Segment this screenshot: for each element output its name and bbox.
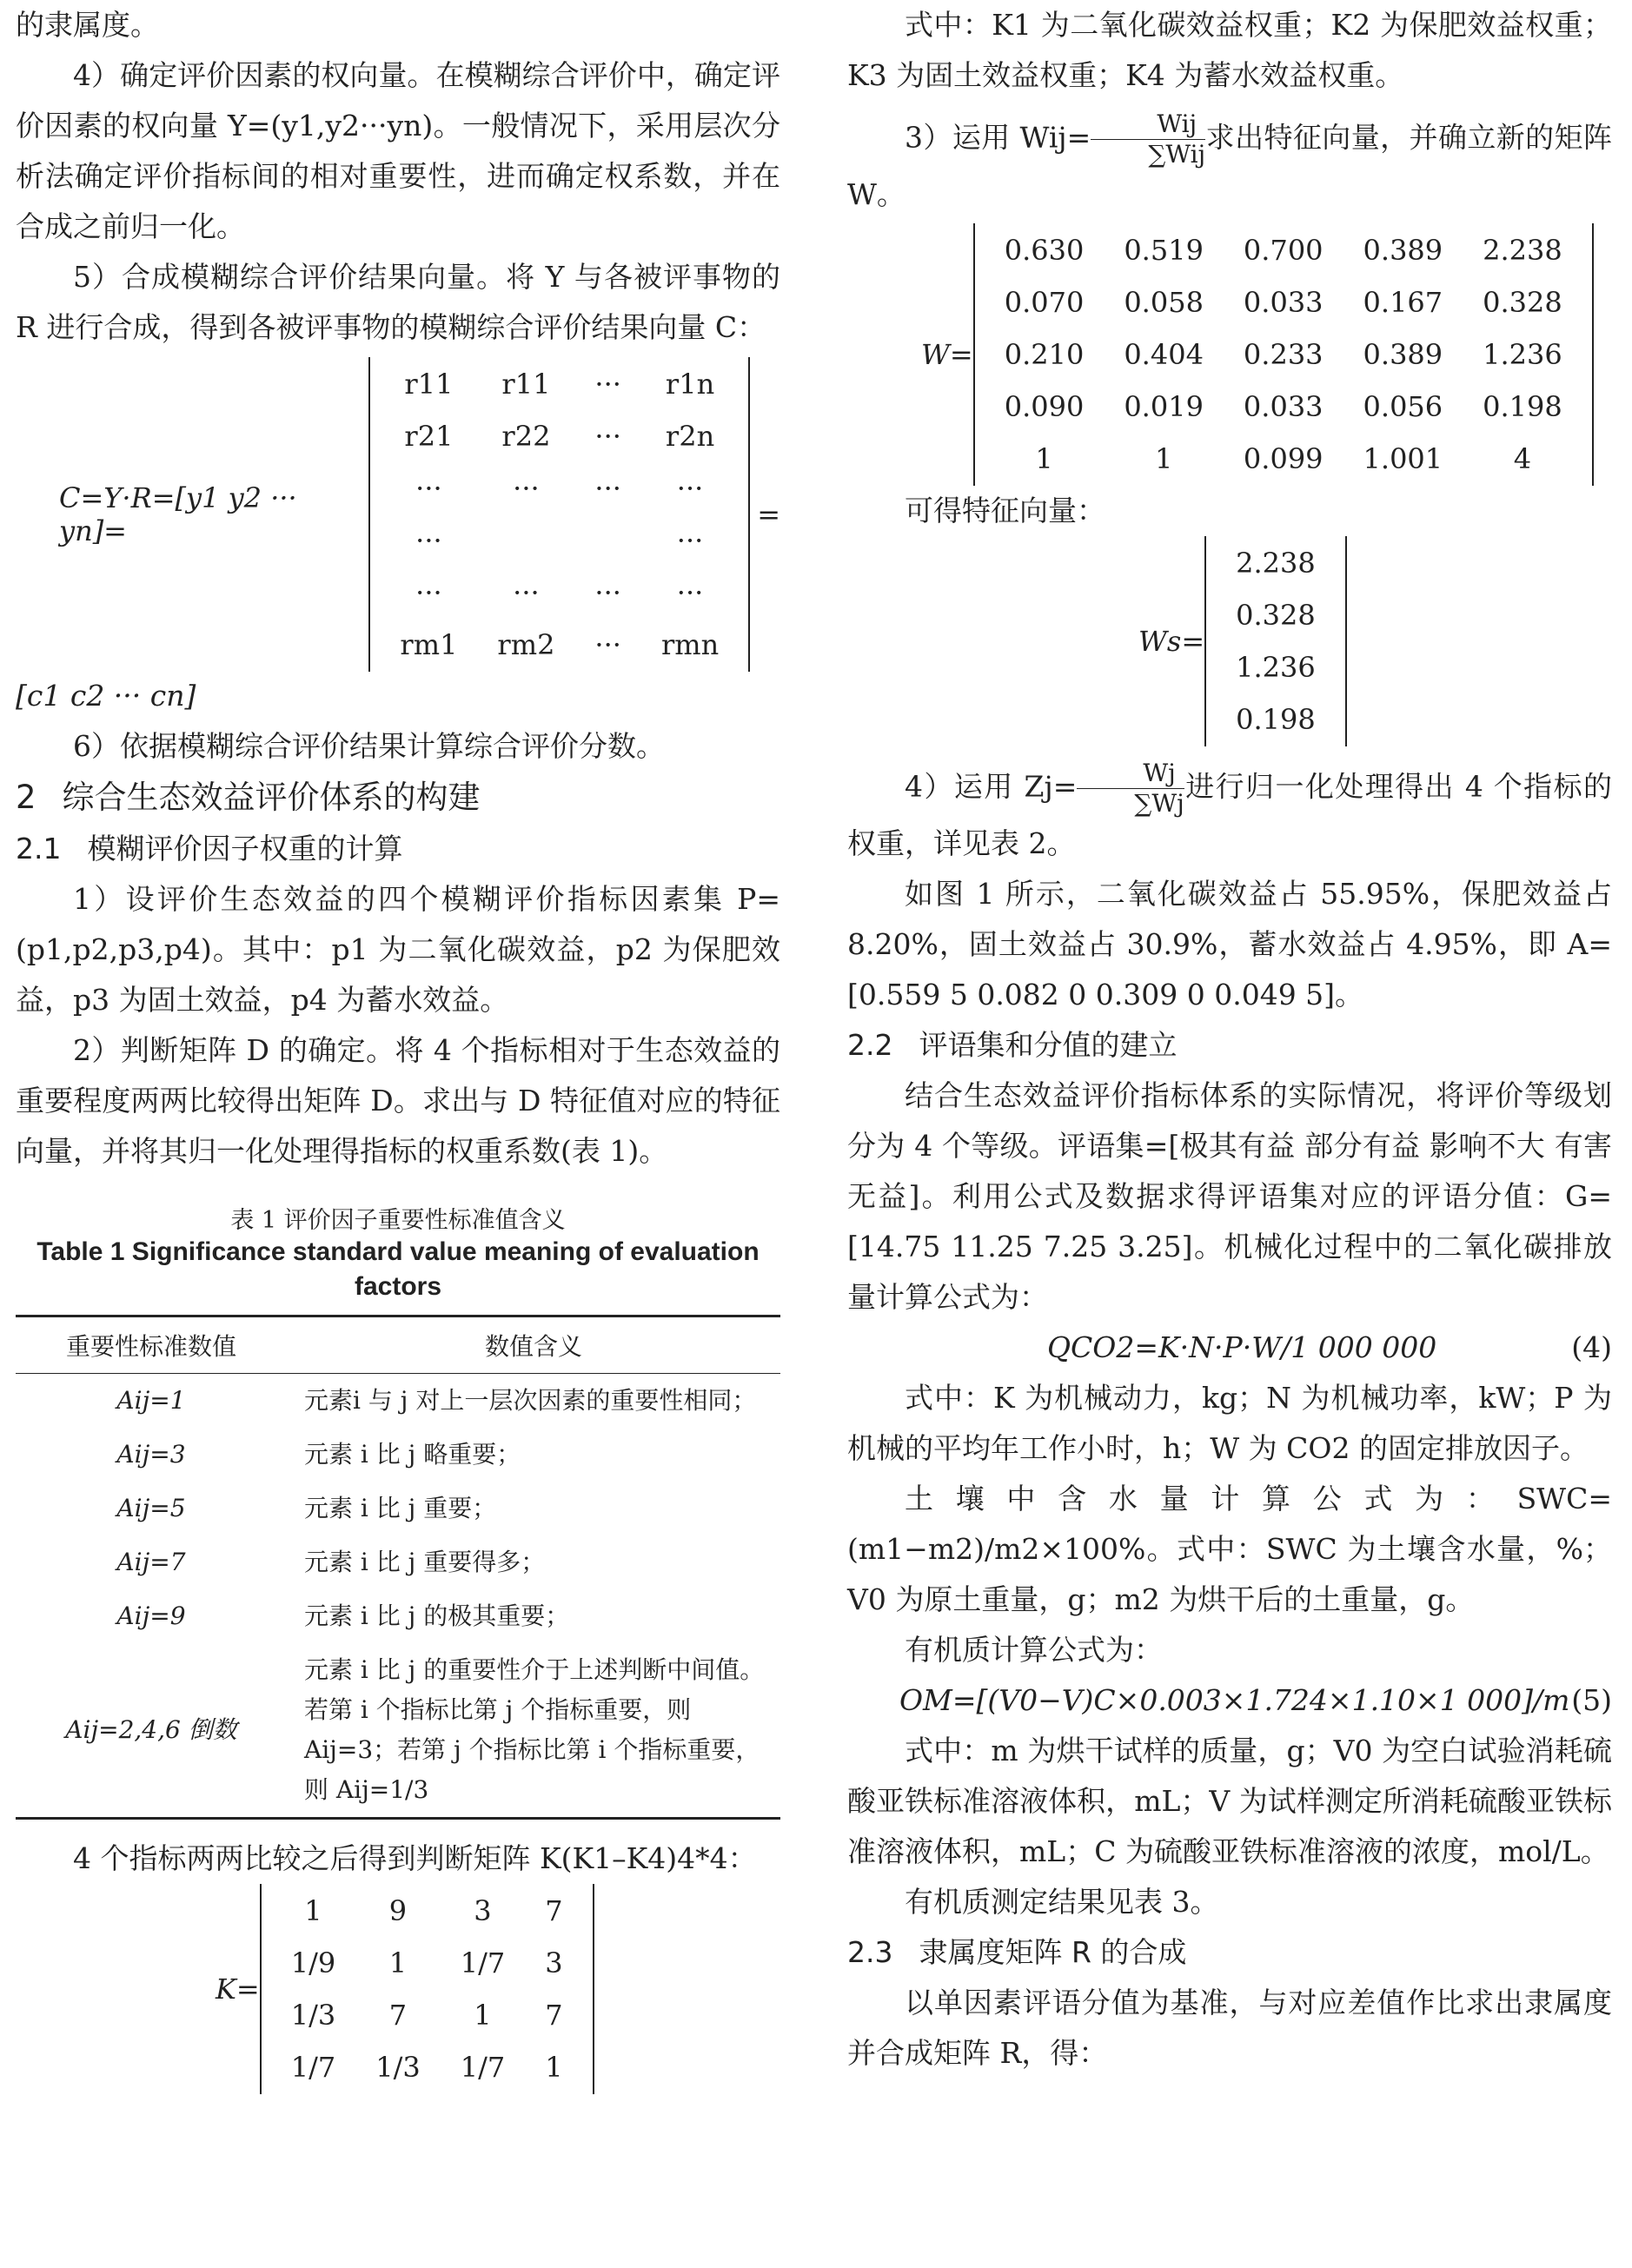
matrix-w-row (985, 381, 1582, 432)
equation-4-number: (4) (1571, 1330, 1612, 1364)
matrix-w-cell: 0.389 (1363, 234, 1443, 267)
equation-c-equals: = (757, 498, 780, 531)
table1-value-cell: Aij=3 (116, 1440, 186, 1469)
matrix-r-cell: ··· (594, 368, 621, 401)
table1-row (16, 1643, 780, 1819)
matrix-r-cell: ··· (676, 524, 704, 557)
paragraph-step5: 5）合成模糊综合评价结果向量。将 Y 与各被评事物的 R 进行合成，得到各被评事物的模糊综合评价结果向量 C： (16, 260, 780, 344)
table1-header-value: 重要性标准数值 (16, 1316, 287, 1374)
right-column (847, 0, 1612, 2079)
matrix-k-cell: 1/3 (290, 1999, 336, 2032)
matrix-w-cell: 1.001 (1363, 442, 1443, 475)
table1-meaning-cell: 元素 i 比 j 重要得多； (304, 1548, 546, 1576)
table1-row (16, 1535, 780, 1589)
table1 (16, 1315, 780, 1820)
matrix-r-cell: ··· (594, 472, 621, 505)
matrix-k-cell: 1 (304, 1894, 322, 1927)
subsection-heading-2-3 (847, 1927, 1612, 1978)
table1-header-meaning: 数值含义 (287, 1316, 780, 1374)
vector-ws (1204, 536, 1347, 746)
step4-fraction (1077, 759, 1184, 819)
matrix-w-cell: 0.058 (1124, 286, 1204, 319)
subsection-title: 隶属度矩阵 R 的合成 (919, 1935, 1187, 1969)
paragraph-eq5-desc: 式中：m 为烘干试样的质量，g；V0 为空白试验消耗硫酸亚铁标准溶液体积，mL；V 为试样测定所消耗硫酸亚铁标准溶液体积，mL；C 为硫酸亚铁标准溶液的浓度，mol/L。 (847, 1734, 1612, 1868)
w-label: W= (921, 338, 973, 371)
subsection-number: 2.1 (16, 832, 62, 865)
vector-ws-cell: 2.238 (1236, 547, 1316, 580)
subsection-title: 模糊评价因子权重的计算 (87, 832, 403, 865)
table1-meaning-cell: 元素 i 比 j 重要； (304, 1494, 497, 1522)
table1-value-cell: Aij=7 (116, 1548, 186, 1576)
vector-ws-row (1217, 694, 1335, 745)
matrix-r-cell: rmn (660, 628, 720, 661)
equation-k (216, 1884, 780, 2094)
step3-denominator: ∑Wij (1148, 140, 1206, 169)
matrix-k-cell: 1/7 (290, 2051, 336, 2084)
matrix-r-cell: r11 (404, 368, 454, 401)
matrix-r-row (381, 359, 738, 409)
subsection-title: 评语集和分值的建立 (919, 1028, 1178, 1062)
matrix-r-cell (478, 515, 574, 566)
matrix-k-cell: 3 (545, 1946, 563, 1980)
matrix-k-cell: 1 (474, 1999, 492, 2032)
paragraph-weights: 式中：K1 为二氧化碳效益权重；K2 为保肥效益权重；K3 为固土效益权重；K4 为蓄水效益权重。 (847, 8, 1612, 92)
table1-meaning-cell: 元素 i 比 j 略重要； (304, 1440, 521, 1469)
table1-caption-cn: 表 1 评价因子重要性标准值含义 (230, 1207, 566, 1234)
step3-prefix: 3）运用 Wij= (905, 120, 1091, 155)
matrix-k-cell: 1 (545, 2051, 563, 2084)
equation-4-body: QCO2=K·N·P·W/1 000 000 (1047, 1330, 1437, 1364)
step3-numerator: Wij (1091, 109, 1205, 140)
matrix-w-cell: 0.328 (1483, 286, 1562, 319)
matrix-w (973, 223, 1594, 486)
matrix-w-row (985, 277, 1582, 328)
table1-value-cell: Aij=2,4,6 倒数 (16, 1643, 287, 1819)
matrix-r-cell: ··· (415, 524, 442, 557)
matrix-w-cell: 0.210 (1004, 338, 1085, 371)
equation-5-body: OM=[(V0−V)C×0.003×1.724×1.10×1 000]/m (899, 1683, 1570, 1717)
subsection-number: 2.2 (847, 1028, 893, 1062)
matrix-k-cell: 1/9 (290, 1946, 336, 1980)
table1-row (16, 1482, 780, 1535)
matrix-w-cell: 0.090 (1004, 390, 1085, 423)
matrix-r-cell: ··· (676, 472, 704, 505)
step4-prefix: 4）运用 Zj= (905, 769, 1078, 804)
paragraph-step4: 4）确定评价因素的权向量。在模糊综合评价中，确定评价因素的权向量 Y=(y1,y2···yn)。一般情况下，采用层次分析法确定评价指标间的相对重要性，进而确定权系数，并在合成之前归一化。 (16, 58, 780, 243)
equation-4 (847, 1323, 1612, 1373)
ws-label: Ws= (1138, 625, 1205, 658)
equation-c-result: [c1 c2 ··· cn] (16, 679, 196, 713)
table1-meaning-cell: 元素 i 比 j 的极其重要； (304, 1602, 570, 1630)
matrix-r-cell: ··· (594, 628, 621, 661)
equation-c (16, 358, 780, 671)
subsection-heading-2-1 (16, 824, 780, 874)
subsection-heading-2-2 (847, 1020, 1612, 1071)
matrix-w-cell: 0.198 (1483, 390, 1562, 423)
matrix-k-row (272, 1886, 582, 1936)
paragraph-step4-normalize (847, 759, 1612, 869)
step4-suffix: 进行归一化处理得出 4 个指标的权重，详见表 2。 (847, 769, 1613, 860)
k-label: K= (216, 1973, 260, 2006)
table1-caption-en: Table 1 Significance standard value meaning of evaluation factors (36, 1237, 760, 1301)
step4-denominator: ∑Wj (1134, 789, 1184, 818)
paragraph-top: 的隶属度。 (16, 8, 159, 42)
paragraph-eigen-intro: 可得特征向量： (905, 494, 1105, 527)
step3-fraction (1091, 109, 1205, 169)
table1-value-cell: Aij=5 (116, 1494, 186, 1522)
matrix-k-row (272, 1938, 582, 1988)
section-title: 综合生态效益评价体系的构建 (62, 779, 481, 816)
matrix-w-cell: 2.238 (1483, 234, 1562, 267)
matrix-w-cell: 0.700 (1243, 234, 1324, 267)
equation-c-lhs: C=Y·R=[y1 y2 ··· yn]= (59, 481, 297, 547)
section-number: 2 (16, 779, 36, 816)
matrix-r-cell: ··· (594, 420, 621, 453)
matrix-r-cell: r11 (501, 368, 551, 401)
matrix-k-row (272, 2042, 582, 2092)
matrix-r-cell: ··· (513, 472, 540, 505)
matrix-r-cell: ··· (594, 576, 621, 609)
table1-row (16, 1589, 780, 1643)
section-heading-2 (16, 772, 780, 824)
table1-value-cell: Aij=1 (116, 1386, 186, 1415)
table1-meaning-cell: 元素i 与 j 对上一层次因素的重要性相同； (304, 1386, 757, 1415)
matrix-w-cell: 0.404 (1124, 338, 1204, 371)
matrix-r-row (381, 411, 738, 461)
matrix-r-cell: ··· (415, 472, 442, 505)
matrix-k-cell: 1/7 (460, 2051, 506, 2084)
matrix-w-cell: 0.630 (1004, 234, 1085, 267)
matrix-r-cell: ··· (513, 576, 540, 609)
matrix-r-row (381, 620, 738, 670)
matrix-k-cell: 1/7 (460, 1946, 506, 1980)
vector-ws-row (1217, 642, 1335, 693)
table1-meaning-cell: 元素 i 比 j 的重要性介于上述判断中间值。若第 i 个指标比第 j 个指标重要，则 Aij=3；若第 j 个指标比第 i 个指标重要，则 Aij=1/3 (287, 1643, 780, 1819)
paragraph-figure1: 如图 1 所示，二氧化碳效益占 55.95%，保肥效益占 8.20%，固土效益占 30.9%，蓄水效益占 4.95%，即 A=[0.559 5 0.082 0 0.309 0 0.049 5]。 (847, 877, 1612, 1011)
matrix-k-cell: 9 (388, 1894, 408, 1927)
matrix-w-cell: 1 (1154, 442, 1173, 475)
equation-ws (1138, 536, 1612, 746)
matrix-r-cell: rm1 (400, 628, 458, 661)
matrix-w-cell: 0.099 (1243, 442, 1324, 475)
table1-row (16, 1428, 780, 1482)
matrix-r-cell (575, 515, 640, 566)
subsection-number: 2.3 (847, 1935, 893, 1969)
paragraph-step6: 6）依据模糊综合评价结果计算综合评价分数。 (73, 729, 665, 763)
matrix-r (368, 357, 750, 672)
paragraph-om-intro: 有机质计算公式为： (905, 1633, 1163, 1667)
matrix-k-cell: 7 (545, 1999, 563, 2032)
matrix-k-row (272, 1990, 582, 2040)
matrix-w-row (985, 225, 1582, 275)
paragraph-swc: 土壤中含水量计算公式为：SWC=(m1−m2)/m2×100%。式中：SWC 为土壤含水量，%；V0 为原土重量，g；m2 为烘干后的土重量，g。 (847, 1482, 1612, 1616)
matrix-w-row (985, 329, 1582, 380)
paragraph-last: 以单因素评语分值为基准，与对应差值作比求出隶属度并合成矩阵 R，得： (847, 1986, 1612, 2070)
matrix-r-row (381, 515, 738, 566)
matrix-r-cell: r2n (665, 420, 715, 453)
matrix-w-cell: 0.033 (1243, 390, 1324, 423)
matrix-w-cell: 4 (1513, 442, 1532, 475)
paragraph-s1: 1）设评价生态效益的四个模糊评价指标因素集 P=(p1,p2,p3,p4)。其中：p1 为二氧化碳效益，p2 为保肥效益，p3 为固土效益，p4 为蓄水效益。 (16, 882, 780, 1017)
vector-ws-cell: 0.328 (1236, 599, 1316, 632)
matrix-r-cell: rm2 (497, 628, 555, 661)
matrix-w-cell: 0.019 (1124, 390, 1204, 423)
paragraph-om-result: 有机质测定结果见表 3。 (905, 1885, 1219, 1919)
equation-5-number: (5) (1571, 1683, 1612, 1717)
matrix-k-cell: 1/3 (375, 2051, 421, 2084)
matrix-w-row (985, 434, 1582, 484)
step4-numerator: Wj (1077, 759, 1184, 789)
vector-ws-row (1217, 590, 1335, 640)
matrix-r-row (381, 463, 738, 514)
matrix-k (260, 1884, 594, 2094)
matrix-r-row (381, 567, 738, 618)
matrix-k-cell: 7 (545, 1894, 563, 1927)
matrix-w-cell: 0.056 (1363, 390, 1443, 423)
vector-ws-row (1217, 538, 1335, 588)
vector-ws-cell: 0.198 (1236, 703, 1316, 736)
paragraph-eq4-desc: 式中：K 为机械动力，kg；N 为机械功率，kW；P 为机械的平均年工作小时，h；W 为 CO2 的固定排放因子。 (847, 1381, 1612, 1465)
matrix-r-cell: r1n (665, 368, 715, 401)
matrix-w-cell: 0.033 (1243, 286, 1324, 319)
table1-row (16, 1374, 780, 1429)
matrix-r-cell: r21 (404, 420, 454, 453)
matrix-w-cell: 1 (1035, 442, 1053, 475)
equation-5 (847, 1675, 1612, 1726)
matrix-r-cell: r22 (501, 420, 551, 453)
table1-value-cell: Aij=9 (116, 1602, 186, 1630)
vector-ws-cell: 1.236 (1236, 651, 1316, 684)
matrix-w-cell: 0.070 (1004, 286, 1085, 319)
matrix-w-cell: 1.236 (1483, 338, 1562, 371)
left-column (16, 0, 780, 2094)
paragraph-s2: 2）判断矩阵 D 的确定。将 4 个指标相对于生态效益的重要程度两两比较得出矩阵 D。求出与 D 特征值对应的特征向量，并将其归一化处理得指标的权重系数(表 1)。 (16, 1033, 780, 1168)
matrix-r-cell: ··· (676, 576, 704, 609)
paragraph-k-intro: 4 个指标两两比较之后得到判断矩阵 K(K1–K4)4*4： (73, 1841, 757, 1875)
matrix-k-cell: 7 (388, 1999, 408, 2032)
matrix-w-cell: 0.519 (1124, 234, 1204, 267)
equation-w (921, 223, 1612, 486)
matrix-w-cell: 0.167 (1363, 286, 1443, 319)
matrix-w-cell: 0.389 (1363, 338, 1443, 371)
matrix-k-cell: 3 (474, 1894, 492, 1927)
matrix-k-cell: 1 (388, 1946, 408, 1980)
paragraph-step3 (847, 109, 1612, 220)
paragraph-evaluation: 结合生态效益评价指标体系的实际情况，将评价等级划分为 4 个等级。评语集=[极其有益 部分有益 影响不大 有害无益]。利用公式及数据求得评语集对应的评语分值：G=[14.75 11.25 7.25 3.25]。机械化过程中的二氧化碳排放量计算公式为： (847, 1078, 1612, 1314)
step3-suffix: 求出特征向量，并确立新的矩阵 W。 (847, 120, 1613, 211)
matrix-w-cell: 0.233 (1243, 338, 1324, 371)
matrix-r-cell: ··· (415, 576, 442, 609)
